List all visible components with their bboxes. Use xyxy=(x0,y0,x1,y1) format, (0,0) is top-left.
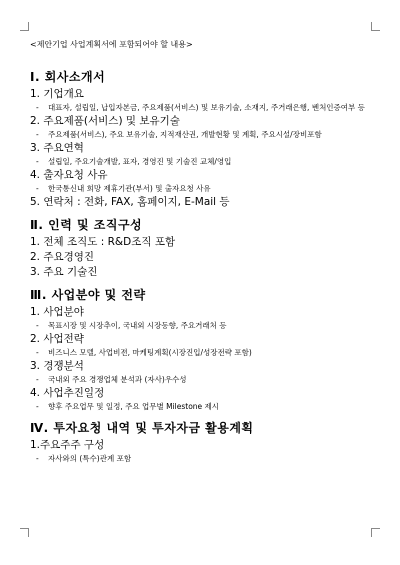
item-detail xyxy=(30,374,375,386)
bullet-dash: - xyxy=(36,375,39,384)
section-item: 2. 주요경영진 xyxy=(30,251,95,263)
section-item: 3. 경쟁분석 xyxy=(30,360,84,372)
item-detail xyxy=(30,183,375,195)
page-corner-mark xyxy=(371,22,380,31)
item-detail-text: 한국통신내 희망 제휴기관(부서) 및 출자요청 사유 xyxy=(48,184,211,193)
bullet-dash: - xyxy=(36,130,39,139)
page-corner-mark xyxy=(20,22,29,31)
section xyxy=(30,218,375,280)
section-item: 2. 주요제품(서비스) 및 보유기술 xyxy=(30,115,180,127)
bullet-dash: - xyxy=(36,157,39,166)
section-item: 3. 주요연혁 xyxy=(30,142,84,154)
section-item: 3. 주요 기술진 xyxy=(30,266,98,278)
section xyxy=(30,70,375,210)
section-heading: Ⅳ. 투자요청 내역 및 투자자금 활용계획 xyxy=(30,421,254,435)
section-item: 5. 연락처 : 전화, FAX, 홈페이지, E-Mail 등 xyxy=(30,196,230,208)
bullet-dash: - xyxy=(36,321,39,330)
page-corner-mark xyxy=(371,528,380,537)
item-detail xyxy=(30,320,375,332)
section-heading: Ⅲ. 사업분야 및 전략 xyxy=(30,288,146,302)
bullet-dash: - xyxy=(36,103,39,112)
document-title: <제안기업 사업계획서에 포함되어야 할 내용> xyxy=(30,40,193,49)
item-detail xyxy=(30,401,375,413)
item-detail-text: 비즈니스 모델, 사업비젼, 마케팅계획(시장진입/성장전략 포함) xyxy=(48,348,252,357)
section-item: 4. 사업추진일정 xyxy=(30,387,105,399)
section-item: 4. 출자요청 사유 xyxy=(30,169,108,181)
item-detail-text: 향후 주요업무 및 일정, 주요 업무별 Milestone 제시 xyxy=(48,402,220,411)
item-detail-text: 국내외 주요 경쟁업체 분석과 (자사)우수성 xyxy=(48,375,187,384)
item-detail-text: 대표자, 설립일, 납입자본금, 주요제품(서비스) 및 보유기술, 소재지, 주거래은행, 벤처인증여부 등 xyxy=(48,103,365,112)
document-body xyxy=(30,40,375,473)
section xyxy=(30,288,375,413)
item-detail xyxy=(30,347,375,359)
item-detail xyxy=(30,453,375,465)
page-corner-mark xyxy=(20,528,29,537)
section-heading: Ⅱ. 인력 및 조직구성 xyxy=(30,218,143,232)
section-item: 1. 전체 조직도 : R&D조직 포함 xyxy=(30,236,176,248)
section-item: 1. 기업개요 xyxy=(30,88,84,100)
item-detail-text: 자사와의 (특수)관계 포함 xyxy=(48,454,132,463)
section xyxy=(30,421,375,465)
bullet-dash: - xyxy=(36,454,39,463)
bullet-dash: - xyxy=(36,348,39,357)
section-item: 1. 사업분야 xyxy=(30,306,84,318)
item-detail-text: 설립일, 주요기술개발, 표자, 경영진 및 기술진 교체/영입 xyxy=(48,157,232,166)
item-detail xyxy=(30,129,375,141)
section-item: 2. 사업전략 xyxy=(30,333,84,345)
section-heading: Ⅰ. 회사소개서 xyxy=(30,70,106,84)
bullet-dash: - xyxy=(36,402,39,411)
item-detail-text: 목표시장 및 시장추이, 국내외 시장동향, 주요거래처 등 xyxy=(48,321,227,330)
item-detail-text: 주요제품(서비스), 주요 보유기술, 지적재산권, 개발현황 및 계획, 주요시설/장비포함 xyxy=(48,130,322,139)
section-item: 1.주요주주 구성 xyxy=(30,439,105,451)
item-detail xyxy=(30,156,375,168)
item-detail xyxy=(30,102,375,114)
bullet-dash: - xyxy=(36,184,39,193)
section-list xyxy=(30,70,375,465)
